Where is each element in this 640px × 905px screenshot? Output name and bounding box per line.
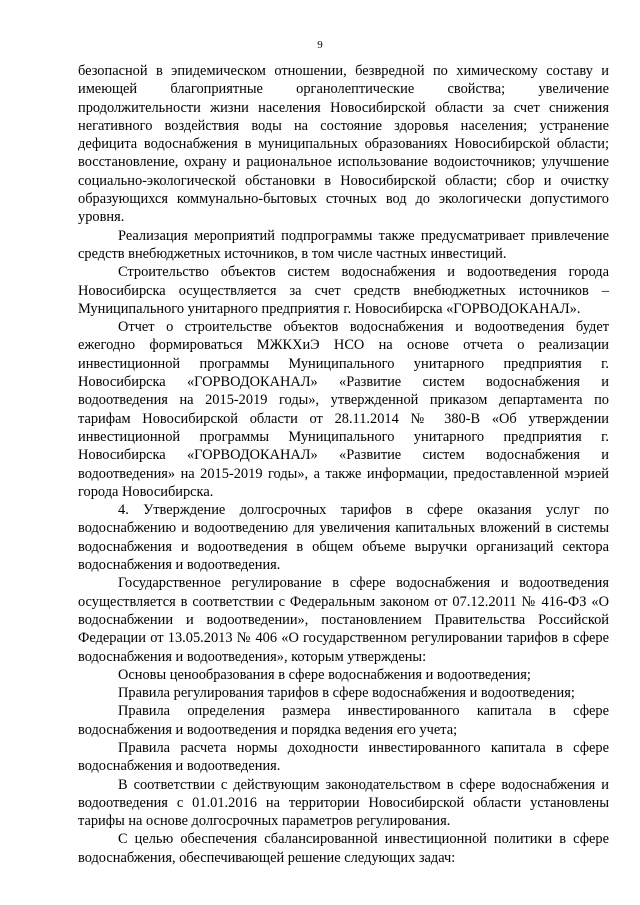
paragraph-long-term-tariffs: 4. Утверждение долгосрочных тарифов в сфере оказания услуг по водоснабжению и водоотведению для увеличения капитальных вложений в системы водоснабжения и водоотведения в общем объеме выручки организаций сектора водоснабжения и водоотведения. <box>78 502 609 574</box>
paragraph-construction-report: Отчет о строительстве объектов водоснабжения и водоотведения будет ежегодно формироваться МЖКХиЭ НСО на основе отчета о реализации инвестиционной программы Муниципального унитарного предприятия г. Новосибирска «ГОРВОДОКАНАЛ» «Развитие систем водоснабжения и водоотведения на 2015-2019 годы», утвержденной приказом департамента по тарифам Новосибирской области от 28.11.2014 № 380-В «Об утверждении инвестиционной программы Муниципального унитарного предприятия г. Новосибирска «ГОРВОДОКАНАЛ» «Развитие систем водоснабжения и водоотведения» на 2015-2019 годы», а также информации, предоставленной мэрией города Новосибирска. <box>78 319 609 500</box>
paragraph-tariffs-established: В соответствии с действующим законодательством в сфере водоснабжения и водоотведения с 01.01.2016 на территории Новосибирской области установлены тарифы на основе долгосрочных параметров регулирования. <box>78 776 609 830</box>
paragraph-state-regulation: Государственное регулирование в сфере водоснабжения и водоотведения осуществляется в соответствии с Федеральным законом от 07.12.2011 № 416-ФЗ «О водоснабжении и водоотведении», постановлением Правительства Российской Федерации от 13.05.2013 № 406 «О государственном регулировании тарифов в сфере водоснабжения и водоотведения», которым утверждены: <box>78 575 609 665</box>
paragraph-construction-financing: Строительство объектов систем водоснабжения и водоотведения города Новосибирска осуществляется за счет средств внебюджетных источников – Муниципального унитарного предприятия г. Новосибирска «ГОРВОДОКАНАЛ». <box>78 264 609 317</box>
list-item-pricing-basics: Основы ценообразования в сфере водоснабжения и водоотведения; <box>118 666 531 683</box>
paragraph-investment-policy: С целью обеспечения сбалансированной инвестиционной политики в сфере водоснабжения, обеспечивающей решение следующих задач: <box>78 831 609 866</box>
list-item-invested-capital-rules: Правила определения размера инвестированного капитала в сфере водоснабжения и водоотведения и порядка ведения его учета; <box>78 703 609 738</box>
list-item-tariff-rules: Правила регулирования тарифов в сфере водоснабжения и водоотведения; <box>118 685 575 702</box>
document-body <box>78 62 609 867</box>
page-number: 9 <box>317 39 323 51</box>
list-item-return-rate-rules: Правила расчета нормы доходности инвестированного капитала в сфере водоснабжения и водоотведения. <box>78 739 609 775</box>
paragraph-continuation-goals: безопасной в эпидемическом отношении, безвредной по химическому составу и имеющей благоприятные органолептические свойства; увеличение продолжительности жизни населения Новосибирской области за счет снижения негативного воздействия воды на состояние здоровья населения; устранение дефицита водоснабжения в муниципальных образованиях Новосибирской области; восстановление, охрану и рациональное использование водоисточников; улучшение социально-экологической обстановки в Новосибирской области; сбор и очистку образующихся коммунально-бытовых сточных вод до экологически допустимого уровня. <box>78 63 609 226</box>
paragraph-extrabudgetary-funding: Реализация мероприятий подпрограммы также предусматривает привлечение средств внебюджетных источников, в том числе частных инвестиций. <box>78 227 609 262</box>
